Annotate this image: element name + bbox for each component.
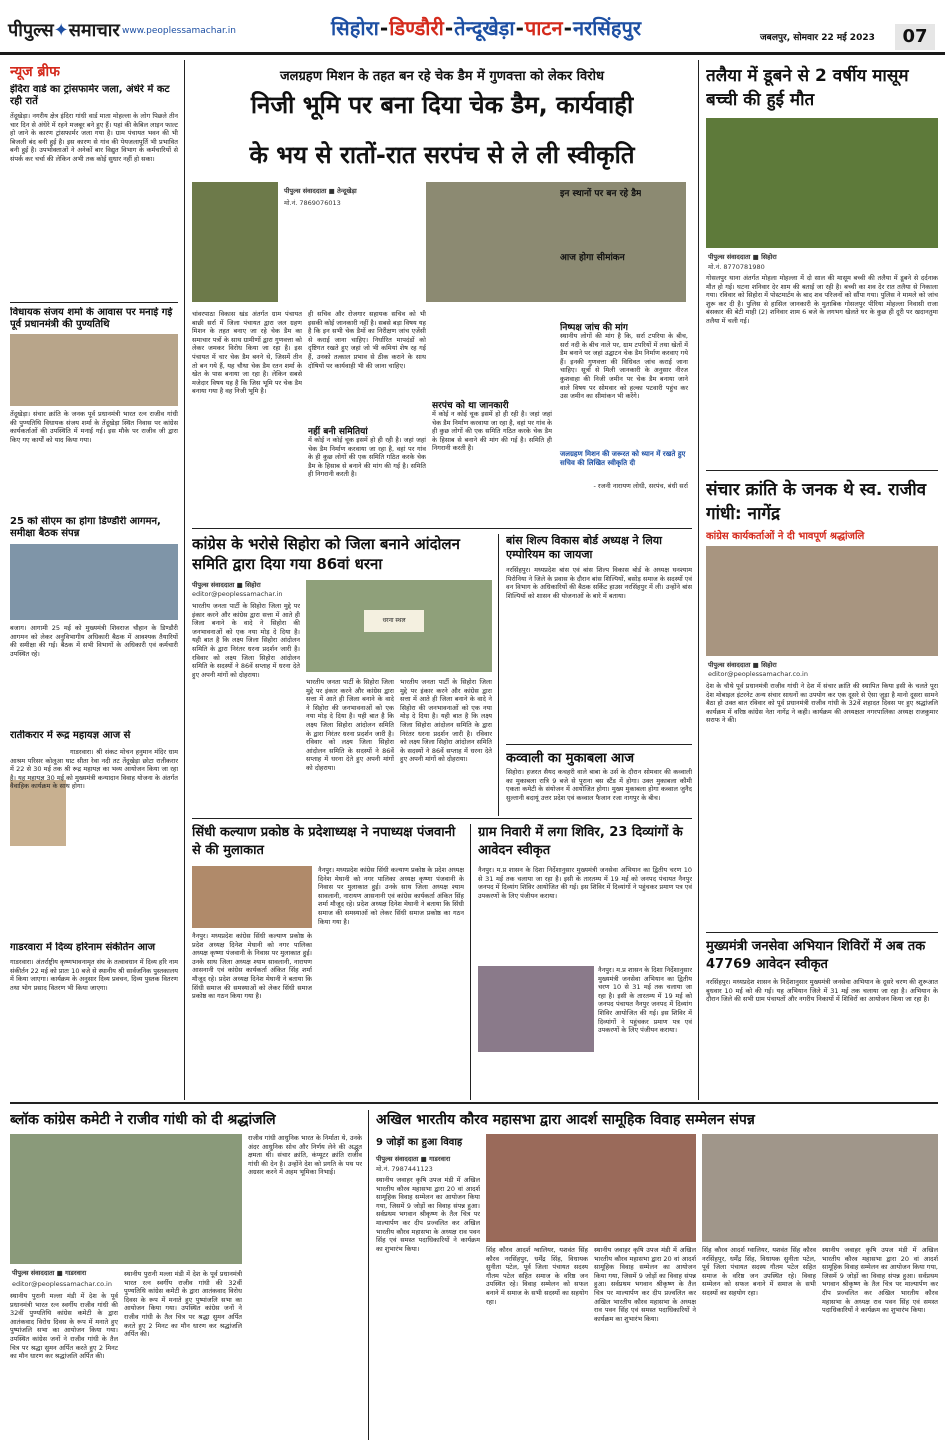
block-byline: पीपुल्स संवाददाता ■ गाडरवारा <box>12 1269 87 1277</box>
rajiv-body: देश के चौथे पूर्व प्रधानमंत्री राजीव गांधी ने देश में संचार क्रांति की स्थापित किया इसी के चलते पूरा देश मोबाइल इंटरनेट अन्य संचार साधनों का उपयोग कर एक दूसरे से ऐसा जुड़ा है मानो दूसरा सामने बैठा हो उक्त बात रविवार को पूर्व प्रधानमंत्री राजीव गांधी के 32वें शहादत दिवस पर हुए श्रद्धांजलि कार्यक्रम में वरिष्ठ कांग्रेस नेता नागेंद्र ने कही। कार्यक्रम की अध्यक्षता नगरपालिका अध्यक्ष राजकुमार सराफ ने की। <box>706 682 938 725</box>
town-narsinghpur: नरसिंहपुर <box>572 16 642 40</box>
rajiv-email[interactable]: editor@peoplessamachar.co.in <box>708 670 808 678</box>
rajiv-subhead: कांग्रेस कार्यकर्ताओं ने दी भावपूर्ण श्रद्धांजलि <box>706 531 865 542</box>
lead-sub-demarcation: आज होगा सीमांकन <box>560 253 625 263</box>
drown-headline[interactable]: तलैया में डूबने से 2 वर्षीय मासूम बच्ची की हुई मौत <box>706 66 909 110</box>
drown-byline: पीपुल्स संवाददाता ■ सिहोरा <box>708 253 777 261</box>
lead-photo-right <box>426 182 686 302</box>
sihora-banner: धरना स्थल <box>364 610 424 632</box>
lead-mobile: मो.नं. 7869076013 <box>284 199 341 207</box>
lead-headline-line-1[interactable]: निजी भूमि पर बना दिया चेक डैम, कार्यवाही <box>250 91 634 119</box>
rajiv-byline: पीपुल्स संवाददाता ■ सिहोरा <box>708 661 777 669</box>
lead-sub-sarpanch: सरपंच को था जानकारी <box>432 401 509 411</box>
kaurav-subhead: 9 जोड़ों का हुआ विवाह <box>376 1137 463 1148</box>
lead-body-3: में कोई न कोई चूक इसमें हो ही रही है। जहां जहां चेक डैम निर्माण करवाया जा रहा है, वहां पर गांव के ही कुछ लोगों की एक समिति गठित करके चेक डैम के हिसाब से बनाने की मांग की गई है। समिति ही निगरानी करती है। <box>308 436 426 479</box>
brief-4-body: गाडरवारा। श्री संकट मोचन हनुमान मंदिर धाम आश्रम परिसर कोलूआ घाट सीता रेवा नदी तट तेंदूखेड़ा छोटा रातीकरार में 22 से 30 मई तक श्री रूद्र महायज्ञ का भव्य आयोजन किया जा रहा है। यह महायज्ञ 30 मई को मुख्यमंत्री कन्यादान विवाह योजना के अंतर्गत वैवाहिक कार्यक्रम के साथ होगा। <box>10 748 178 791</box>
lead-headline-line-2[interactable]: के भय से रातों-रात सरपंच से ले ली स्वीकृति <box>249 141 635 169</box>
lead-sub-locations: इन स्थानों पर बन रहे डैम <box>560 189 642 199</box>
lead-sub-committees: नहीं बनी समितियां <box>308 427 368 437</box>
kaurav-body-4: सिंह कौरव आदर्श ग्वालियर, यशवंत सिंह कौरव नरसिंहपुर, धर्मेंद्र सिंह, विधायक सुनीता पटेल, पूर्व जिला पंचायत सदस्य गौतम पटेल सहित समाज के वरिष्ठ जन उपस्थित रहे। विवाह सम्मेलन को सफल बनाने में समाज के सभी सदस्यों का सहयोग रहा। <box>702 1246 816 1297</box>
kaurav-headline[interactable]: अखिल भारतीय कौरव महासभा द्वारा आदर्श सामूहिक विवाह सम्मेलन संपन्न <box>376 1112 755 1128</box>
website-link[interactable]: www.peoplessamachar.in <box>122 26 236 36</box>
brief-2-title[interactable]: विधायक संजय शर्मा के आवास पर मनाई गई पूर्व प्रधानमंत्री की पुण्यतिथि <box>10 307 173 330</box>
kaurav-byline: पीपुल्स संवाददाता ■ गाडरवारा <box>376 1155 451 1163</box>
brief-3-title[interactable]: 25 को सीएम का होगा डिण्डौरी आगमन, समीक्षा बैठक संपन्न <box>10 516 161 539</box>
qawwali-headline[interactable]: कव्वाली का मुकाबला आज <box>506 751 634 766</box>
kaurav-body-1: स्थानीय जवाहर कृषि उपज मंडी में अखिल भारतीय कौरव महासभा द्वारा 20 वां आदर्श सामूहिक विवाह सम्मेलन का आयोजन किया गया, जिसमें 9 जोड़ों का विवाह संपन्न हुआ। सर्वप्रथम भगवान श्रीकृष्ण के तैल चित्र पर माल्यार्पण कर दीप प्रज्वलित कर अखिल भारतीय कौरव महासभा के अध्यक्ष राव पवन सिंह एवं समस्त पदाधिकारियों ने कार्यक्रम का शुभारंभ किया। <box>376 1176 480 1253</box>
lead-quote-attribution: - रजनी नारायण लोधी, सरपंच, बंधी सर्रा <box>593 482 688 490</box>
column-divider <box>184 60 185 1100</box>
town-sihora: सिहोरा <box>331 16 379 40</box>
lead-body-2: ही सचिव और रोजगार सहायक सचिव को भी इसकी कोई जानकारी नहीं है। सबसे बड़ा विषय यह है कि इन सभी चेक डैमों का निरीक्षण जांच एजेंसी से कराई जाना चाहिए। निर्धारित मापदंडों को दृष्टिगत रखते हुए जहां जो भी कमियां शेष रह गई हैं, उनको तत्काल प्रभाव से ठीक कराने के साथ दोषियों पर कार्यवाही भी की जाना चाहिए। <box>308 310 426 370</box>
section-towns: सिहोरा-डिण्डौरी-तेन्दूखेड़ा-पाटन-नरसिंहपुर <box>331 16 642 40</box>
block-body-3: राजीव गांधी आधुनिक भारत के निर्माता थे, उनके अंदर आधुनिक सोच और निर्णय लेने की अद्भुत क्षमता थी। संचार क्रांति, कंप्यूटर क्रांति राजीव गांधी की देन है। उन्होंने देश को प्रगति के पथ पर अग्रसर करने में अहम भूमिका निभाई। <box>248 1134 362 1177</box>
town-dindori: डिण्डौरी <box>389 16 444 40</box>
kaurav-photo-2 <box>702 1134 938 1242</box>
brief-3-body: बजाग। आगामी 25 मई को मुख्यमंत्री शिवराज चौहान के डिण्डौरी आगमन को लेकर अनुविभागीय अधिकारी बैठक में आवश्यक तैयारियों की समीक्षा की गई। बैठक में सभी विभागों के अधिकारी एवं कर्मचारी उपस्थित रहे। <box>10 624 178 658</box>
niwari-photo <box>478 966 594 1052</box>
cm-body: नरसिंहपुर। मध्यप्रदेश शासन के निर्देशानुसार मुख्यमंत्री जनसेवा अभियान के दूसरे चरण की शुरूआत बुधवार 10 मई को की गई। यह अभियान जिले में 31 मई तक चलाया जा रहा है। अभियान के दौरान जिले की सभी ग्राम पंचायतों और नगरीय निकायों में शिविरों का आयोजन किया जा रहा है। <box>706 978 938 1004</box>
lead-body-1: चांवरपाठा विकास खंड अंतर्गत ग्राम पंचायत बाछी सर्रा में जिला पंचायत द्वारा जल ग्रहण मिशन के तहत बनाए जा रहे चेक डैम का समाचार पत्रों के साथ ग्रामीणों द्वारा गुणवत्ता को लेकर जमकर विरोध किया जा रहा है। इस पंचायत में चार चेक डैम बनने थे, जिसमें तीन तो बन गये हैं, यह चौथा चेक डैम रतन शर्मा के खेत के पास बनाया जा रहा है। लेकिन सबसे मजेदार विषय यह है कि जिस भूमि पर चेक डैम बनाया गया है वह निजी भूमि है। <box>192 310 302 396</box>
sindhi-body-2: नैनपुर। मध्यप्रदेश कांग्रेस सिंधी कल्याण प्रकोष्ठ के प्रदेश अध्यक्ष दिनेश मेघानी को नगर पालिका अध्यक्ष कृष्णा पंजवानी के निवास पर मुलाकात हुई। उनके साथ जिला अध्यक्ष श्याम सावलानी, नारायण आसनानी एवं कांग्रेस कार्यकर्ता अंकित सिंह शर्मा मौजूद रहे। प्रदेश अध्यक्ष दिनेश मेघानी ने बताया कि सिंधी समाज की समस्याओं को लेकर सिंधी समाज प्रकोष्ठ का गठन किया गया है। <box>318 866 464 926</box>
block-email[interactable]: editor@peoplessamachar.co.in <box>12 1280 112 1288</box>
lead-kicker: जलग्रहण मिशन के तहत बन रहे चेक डैम में गुणवत्ता को लेकर विरोध <box>280 69 604 84</box>
town-patan: पाटन <box>524 16 563 40</box>
brief-5-title[interactable]: गाडरवारा में दिव्य हरिनाम संकीर्तन आज <box>10 942 156 953</box>
brief-2-body: तेंदूखेड़ा। संचार क्रांति के जनक पूर्व प्रधानमंत्री भारत रत्न राजीव गांधी की पुण्यतिथि विधायक संजय शर्मा के तेंदूखेड़ा स्थित निवास पर कांग्रेस कार्यकर्ताओं की उपस्थिति में मनाई गई। इस मौके पर राजीव जी द्वारा किए गए कार्यों को याद किया गया। <box>10 410 178 444</box>
qawwali-body: सिहोरा। हजरत सैयद कचहरी वाले बाबा के उर्स के दौरान सोमवार की कव्वाली का मुकाबला रात्रि 9 बजे से पुराना बस स्टैंड में होगा। उक्त मुकाबला कौमी एकता कमेटी के संयोजन में आयोजित होगा। मुख्य मुकाबला होगा कव्वाल जुनैद सुल्तानी बदायूं उत्तर प्रदेश एवं कव्वाल फैजान रजा नागपुर के बीच। <box>506 768 692 802</box>
niwari-headline[interactable]: ग्राम निवारी में लगा शिविर, 23 दिव्यांगों के आवेदन स्वीकृत <box>478 825 683 858</box>
dateline: जबलपुर, सोमवार 22 मई 2023 <box>760 33 875 43</box>
brief-4-title[interactable]: रातीकरार में रूद्र महायज्ञ आज से <box>10 730 131 741</box>
column-divider <box>698 60 699 1100</box>
sindhi-headline[interactable]: सिंधी कल्याण प्रकोष्ठ के प्रदेशाध्यक्ष ने नपाध्यक्ष पंजवानी से की मुलाकात <box>192 825 456 858</box>
divider <box>192 528 692 529</box>
kaurav-body-3: स्थानीय जवाहर कृषि उपज मंडी में अखिल भारतीय कौरव महासभा द्वारा 20 वां आदर्श सामूहिक विवाह सम्मेलन का आयोजन किया गया, जिसमें 9 जोड़ों का विवाह संपन्न हुआ। सर्वप्रथम भगवान श्रीकृष्ण के तैल चित्र पर माल्यार्पण कर दीप प्रज्वलित कर अखिल भारतीय कौरव महासभा के अध्यक्ष राव पवन सिंह एवं समस्त पदाधिकारियों ने कार्यक्रम का शुभारंभ किया। <box>594 1246 696 1323</box>
divider <box>192 818 692 819</box>
drown-photo <box>706 118 938 248</box>
rajiv-photo <box>706 546 938 656</box>
niwari-body-2: नैनपुर। म.प्र शासन के दिशा निर्देशानुसार मुख्यमंत्री जनसेवा अभियान का द्वितीय चरण 10 से 31 मई तक चलाया जा रहा है। इसी के तारतम्य में 19 मई को जनपद पंचायत नैनपुर जनपद में दिव्यांग शिविर आयोजित की गई। इस शिविर में दिव्यांगों ने पहुंचकर प्रमाण पत्र एवं उपकरणों के लिए पंजीयन कराया। <box>598 966 692 1035</box>
divider <box>706 932 938 933</box>
sihora-photo <box>306 580 492 672</box>
town-tendukheda: तेन्दूखेड़ा <box>454 16 515 40</box>
block-body-2: स्थानीय पुरानी मल्ला मंडी में देश के पूर्व प्रधानमंत्री भारत रत्न स्वर्गीय राजीव गांधी की 32वीं पुण्यतिथि कांग्रेस कमेटी के द्वारा आतंकवाद विरोध दिवस के रूप में मनाते हुए पुष्पांजलि सभा का आयोजन किया गया। उपस्थित कांग्रेस जनों ने राजीव गांधी के तैल चित्र पर श्रद्धा सुमन अर्पित करते हुए 2 मिनट का मौन धारण कर श्रद्धांजलि अर्पित की। <box>124 1270 242 1339</box>
block-headline[interactable]: ब्लॉक कांग्रेस कमेटी ने राजीव गांधी को दी श्रद्धांजलि <box>10 1112 276 1128</box>
divider <box>10 302 178 303</box>
bamboo-body: नरसिंहपुर। मध्यप्रदेश बांस एवं बांस शिल्प विकास बोर्ड के अध्यक्ष घनश्याम पिरोनिया ने जिले के प्रवास के दौरान बांस शिल्पियों, बसोड़ समाज के सदस्यों एवं वन विभाग के अधिकारियों की बैठक सर्किट हाउस नरसिंहपुर में ली। उन्होंने बांस शिल्पियों को शासन की योजनाओं के बारे में बताया। <box>506 566 692 600</box>
sihora-email[interactable]: editor@peoplessamachar.in <box>192 590 283 598</box>
block-body-1: स्थानीय पुरानी मल्ला मंडी में देश के पूर्व प्रधानमंत्री भारत रत्न स्वर्गीय राजीव गांधी की 32वीं पुण्यतिथि कांग्रेस कमेटी के द्वारा आतंकवाद विरोध दिवस के रूप में मनाते हुए पुष्पांजलि सभा का आयोजन किया गया। उपस्थित कांग्रेस जनों ने राजीव गांधी के तैल चित्र पर श्रद्धा सुमन अर्पित करते हुए 2 मिनट का मौन धारण कर श्रद्धांजलि अर्पित की। <box>10 1292 118 1361</box>
kaurav-photo-1 <box>486 1134 696 1242</box>
sindhi-photo <box>192 866 312 928</box>
sihora-byline: पीपुल्स संवाददाता ■ सिहोरा <box>192 581 261 589</box>
drown-body: गोसलपुर थाना अंतर्गत मोहला मोहल्ला में दो साल की मासूम बच्ची की तलैया में डूबने से दर्दनाक मौत हो गई। घटना शनिवार देर शाम की बताई जा रही है। बच्ची का शव देर रात तलैया से निकाला गया। रविवार को सिहोरा में पोस्टमार्टम के बाद शव परिजनों को सौंपा गया। पुलिस ने मामले को जांच शुरू कर दी है। पुलिस से हासिल जानकारी के मुताबिक गोसलपुर पीरिया मोहल्ला निवासी राजा बंसकार की बेटी माही (2) शनिवार शाम 6 बजे के लगभग खेलते घर के कुछ ही दूरी पर खदानतुमा तलैया में चली गई। <box>706 274 938 325</box>
kaurav-mobile: मो.नं. 7987441123 <box>376 1165 433 1173</box>
brief-1-body: तेंदूखेड़ा। नगरीय क्षेत्र इंदिरा गांधी वार्ड माता मोहल्ला के लोग पिछले तीन चार दिन से अंधेरे में रहने मजबूर बने हुए हैं। यहां की केबिल लाइन फाल्ट हो जाने के कारण ट्रांसफार्मर जला गया है। ग्राम पंचायत भवन की भी बिजली बंद बनी हुई है। इस कारण से गांव की पेयजलापूर्ति भी प्रभावित बनी हुई है। उपभोक्ताओं ने अनेकों बार विद्युत विभाग के कर्मचारियों से संपर्क कर चर्चा की लेकिन अभी तक कोई सुधार नहीं हो सका। <box>10 112 178 163</box>
brief-1-title[interactable]: इंदिरा वार्ड का ट्रांसफार्मर जला, अंधेरे में कट रही रातें <box>10 84 170 107</box>
kaurav-body-2: सिंह कौरव आदर्श ग्वालियर, यशवंत सिंह कौरव नरसिंहपुर, धर्मेंद्र सिंह, विधायक सुनीता पटेल, पूर्व जिला पंचायत सदस्य गौतम पटेल सहित समाज के वरिष्ठ जन उपस्थित रहे। विवाह सम्मेलन को सफल बनाने में समाज के सभी सदस्यों का सहयोग रहा। <box>486 1246 588 1306</box>
block-photo <box>10 1134 242 1264</box>
lead-sub-inquiry: निष्पक्ष जांच की मांग <box>560 323 628 333</box>
brief-5-body: गाडरवारा। अंतर्राष्ट्रीय कृष्णभावनामृत संघ के तत्वावधान में दिव्य हरि नाम संकीर्तन 22 मई को प्रातः 10 बजे से स्थानीय श्री सार्वजनिक पुस्तकालय में किया जाएगा। कार्यक्रम के अनुसार दिव्य प्रवचन, दिव्य पुस्तक वितरण तथा भोग प्रसाद वितरण भी किया जाएगा। <box>10 958 178 992</box>
drown-mobile: मो.नं. 8770781980 <box>708 263 765 271</box>
cm-headline[interactable]: मुख्यमंत्री जनसेवा अभियान शिविरों में अब तक 47769 आवेदन स्वीकृत <box>706 939 926 972</box>
sihora-body-3: भारतीय जनता पार्टी के सिहोरा जिला मुद्दे पर इंकार करने और कांग्रेस द्वारा सत्ता में आते ही जिला बनाने के वादे ने सिहोरा की जनभावनाओं को एक नया मोड़ दे दिया है। यही बात है कि लक्ष्य जिला सिहोरा आंदोलन समिति के द्वारा निरंतर धरना प्रदर्शन जारी है। रविवार को लक्ष्य जिला सिहोरा आंदोलन समिति के सदस्यों ने 86वें सप्ताह में धरना देते हुए अपनी मांगों को दोहराया। <box>400 678 492 764</box>
niwari-body-1: नैनपुर। म.प्र शासन के दिशा निर्देशानुसार मुख्यमंत्री जनसेवा अभियान का द्वितीय चरण 10 से 31 मई तक चलाया जा रहा है। इसी के तारतम्य में 19 मई को जनपद पंचायत नैनपुर जनपद में दिव्यांग शिविर आयोजित की गई। इस शिविर में दिव्यांगों ने पहुंचकर प्रमाण पत्र एवं उपकरणों के लिए पंजीयन कराया। <box>478 866 692 900</box>
divider <box>506 744 692 745</box>
lead-byline: पीपुल्स संवाददाता ■ तेन्दूखेड़ा <box>284 187 357 195</box>
lead-body-4: में कोई न कोई चूक इसमें हो ही रही है। जहां जहां चेक डैम निर्माण करवाया जा रहा है, वहां पर गांव के ही कुछ लोगों की एक समिति गठित करके चेक डैम के हिसाब से बनाने की मांग की गई है। समिति ही निगरानी करती है। <box>432 410 552 453</box>
sindhi-body-1: नैनपुर। मध्यप्रदेश कांग्रेस सिंधी कल्याण प्रकोष्ठ के प्रदेश अध्यक्ष दिनेश मेघानी को नगर पालिका अध्यक्ष कृष्णा पंजवानी के निवास पर मुलाकात हुई। उनके साथ जिला अध्यक्ष श्याम सावलानी, नारायण आसनानी एवं कांग्रेस कार्यकर्ता अंकित सिंह शर्मा मौजूद रहे। प्रदेश अध्यक्ष दिनेश मेघानी ने बताया कि सिंधी समाज की समस्याओं को लेकर सिंधी समाज प्रकोष्ठ का गठन किया गया है। <box>192 932 312 1001</box>
newspaper-logo[interactable]: पीपुल्स✦समाचार <box>8 20 120 41</box>
lead-body-5: स्थानीय लोगों की मांग है कि, सर्रा टपरिया के बीच, सर्रा नदी के बीच नाले पर, ग्राम टपरियों में तथा खेतों में डैम बनाने पर जहां उद्घाटन चेक डैम निर्माण करवाए गये हैं। इनकी गुणवत्ता की विधिवत जांच कराई जाना चाहिए। सूत्रों से मिली जानकारी के अनुसार नीरज कुशवाहा की निजी जमीन पर चेक डैम बनाया जाने वाले विषय पर सोमवार को हल्का पटवारी पहुंच कर उस जमीन का सीमांकन भी करेंगे। <box>560 332 688 401</box>
lead-quote: जलग्रहण मिशन की जरूरत को ध्यान में रखते हुए सचिव की लिखित स्वीकृति दी <box>560 450 686 467</box>
sihora-headline[interactable]: कांग्रेस के भरोसे सिहोरा को जिला बनाने आंदोलन समिति द्वारा दिया गया 86वां धरना <box>192 535 460 573</box>
news-brief-label: न्यूज ब्रीफ <box>10 64 60 80</box>
brief-2-photo <box>10 334 178 406</box>
sihora-body-2: भारतीय जनता पार्टी के सिहोरा जिला मुद्दे पर इंकार करने और कांग्रेस द्वारा सत्ता में आते ही जिला बनाने के वादे ने सिहोरा की जनभावनाओं को एक नया मोड़ दे दिया है। यही बात है कि लक्ष्य जिला सिहोरा आंदोलन समिति के द्वारा निरंतर धरना प्रदर्शन जारी है। रविवार को लक्ष्य जिला सिहोरा आंदोलन समिति के सदस्यों ने 86वें सप्ताह में धरना देते हुए अपनी मांगों को दोहराया। <box>306 678 394 772</box>
brief-3-photo <box>10 544 178 620</box>
sihora-body-1: भारतीय जनता पार्टी के सिहोरा जिला मुद्दे पर इंकार करने और कांग्रेस द्वारा सत्ता में आते ही जिला बनाने के वादे ने सिहोरा की जनभावनाओं को एक नया मोड़ दे दिया है। यही बात है कि लक्ष्य जिला सिहोरा आंदोलन समिति के द्वारा निरंतर धरना प्रदर्शन जारी है। रविवार को लक्ष्य जिला सिहोरा आंदोलन समिति के सदस्यों ने 86वें सप्ताह में धरना देते हुए अपनी मांगों को दोहराया। <box>192 602 300 679</box>
kaurav-body-5: स्थानीय जवाहर कृषि उपज मंडी में अखिल भारतीय कौरव महासभा द्वारा 20 वां आदर्श सामूहिक विवाह सम्मेलन का आयोजन किया गया, जिसमें 9 जोड़ों का विवाह संपन्न हुआ। सर्वप्रथम भगवान श्रीकृष्ण के तैल चित्र पर माल्यार्पण कर दीप प्रज्वलित कर अखिल भारतीय कौरव महासभा के अध्यक्ष राव पवन सिंह एवं समस्त पदाधिकारियों ने कार्यक्रम का शुभारंभ किया। <box>822 1246 938 1315</box>
rajiv-headline[interactable]: संचार क्रांति के जनक थे स्व. राजीव गांधी: नागेंद्र <box>706 480 927 524</box>
column-divider <box>368 1110 369 1440</box>
divider <box>706 470 938 471</box>
bamboo-headline[interactable]: बांस शिल्प विकास बोर्ड अध्यक्ष ने लिया एम्पोरियम का जायजा <box>506 534 662 561</box>
logo-part-b: समाचार <box>68 20 120 41</box>
logo-part-a: पीपुल्स <box>8 20 54 41</box>
lead-photo-left <box>192 182 278 302</box>
masthead <box>0 0 945 55</box>
column-divider <box>498 534 499 816</box>
section-divider <box>10 1102 938 1104</box>
column-divider <box>470 824 471 1100</box>
page-number: 07 <box>895 24 935 50</box>
